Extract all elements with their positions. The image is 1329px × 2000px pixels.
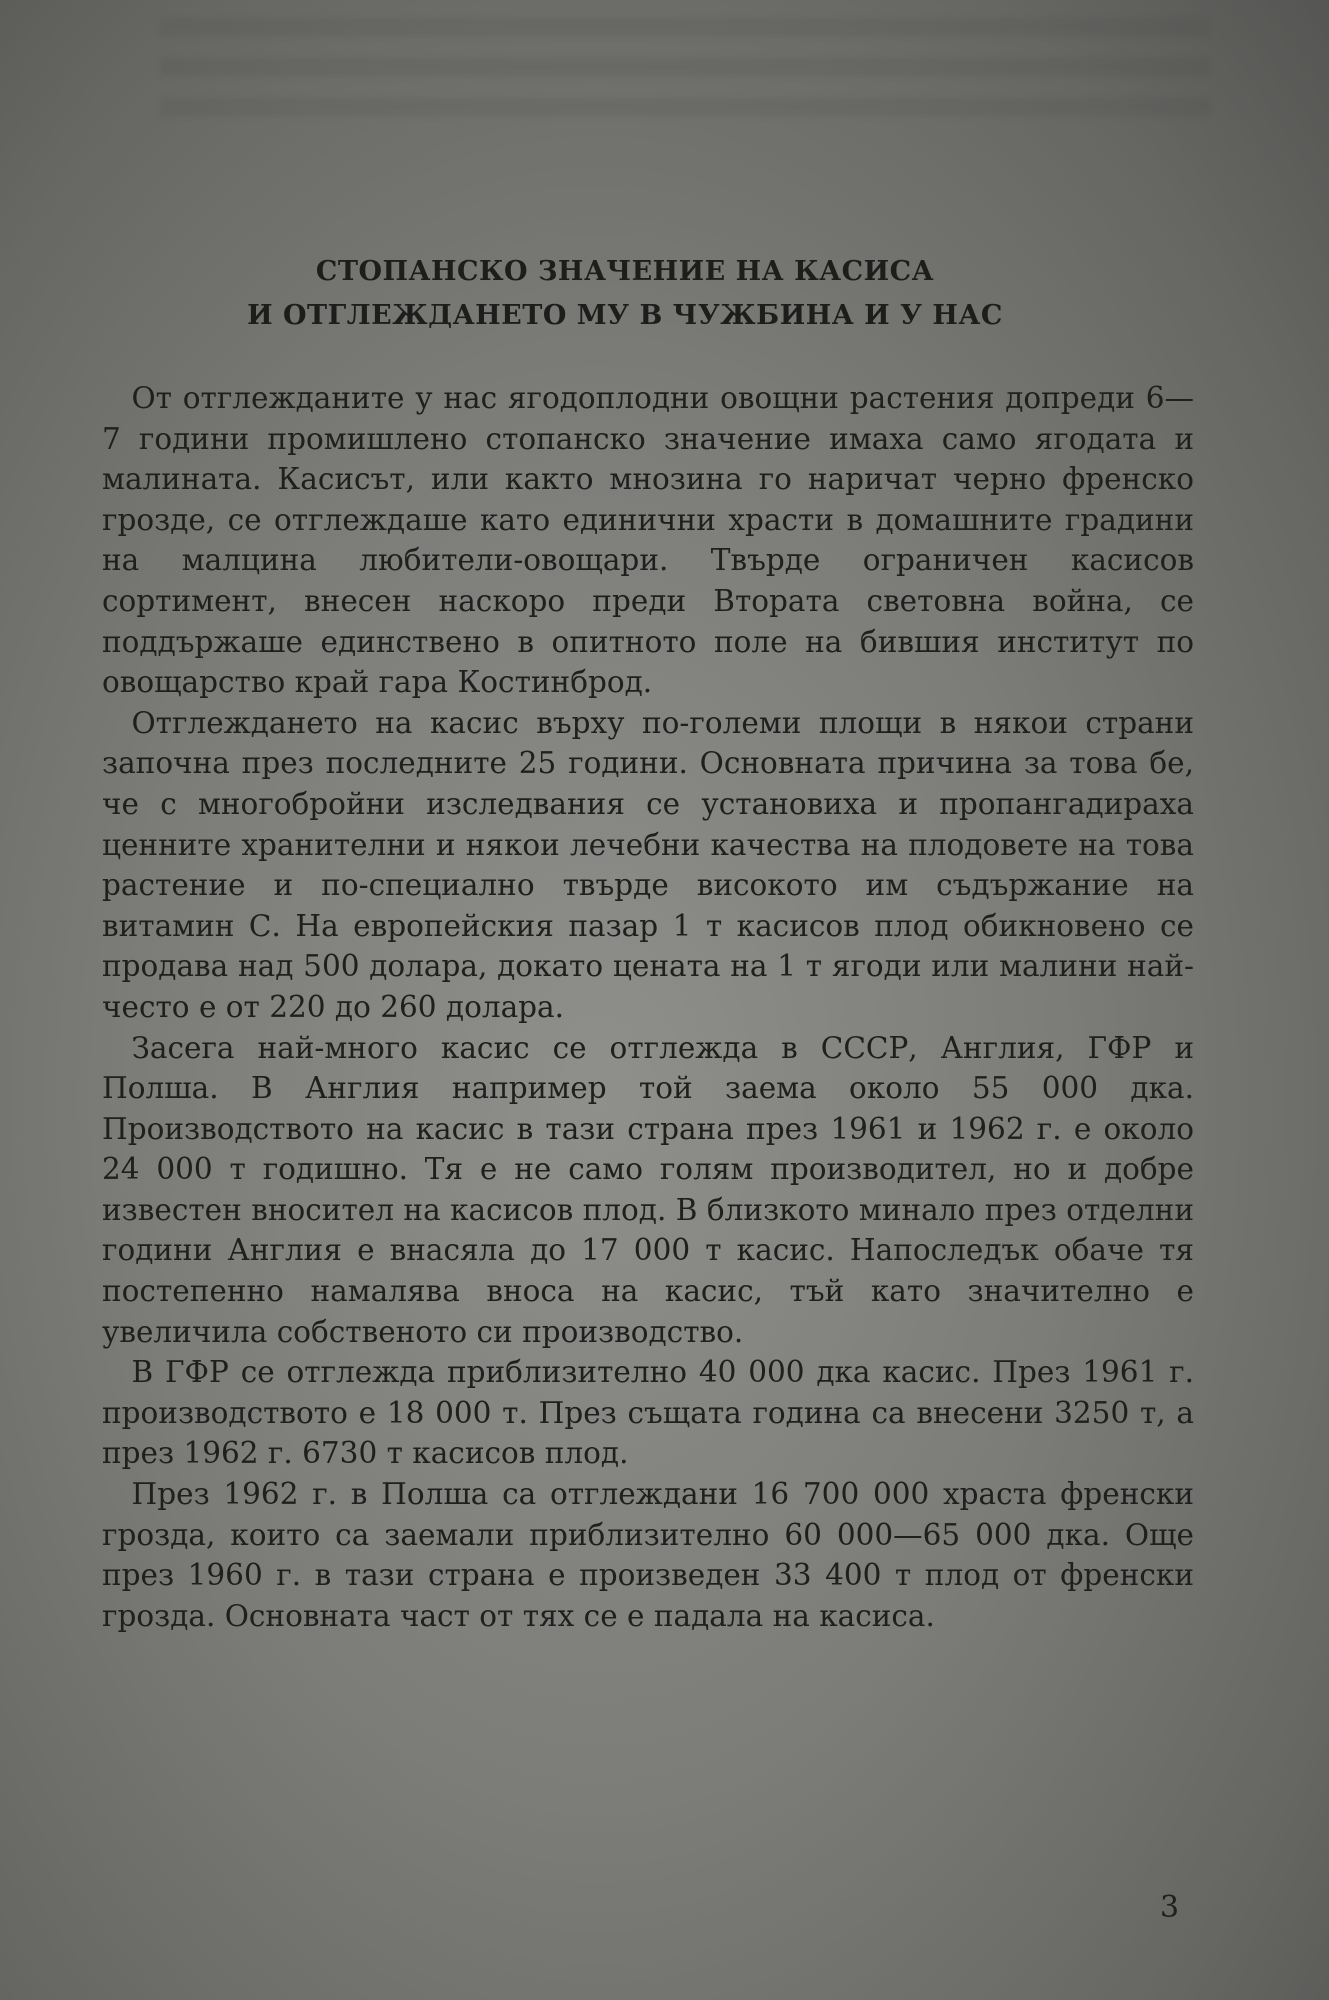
chapter-title-line-2: И ОТГЛЕЖДАНЕТО МУ В ЧУЖБИНА И У НАС	[247, 300, 1003, 331]
body-text	[102, 378, 1194, 1636]
paragraph: През 1962 г. в Полша са отглеждани 16 700 000 храста френски грозда, които са заемали приблизително 60 000—65 000 дка. Още през 1960 г. в тази страна е произведен 33 400 т плод от френски грозда. Основната част от тях се е падала на касиса.	[102, 1477, 1194, 1633]
paragraph: Засега най-много касис се отглежда в СССР, Англия, ГФР и Полша. В Англия например той заема около 55 000 дка. Производството на касис в тази страна през 1961 и 1962 г. е около 24 000 т годишно. Тя е не само голям производител, но и добре известен вносител на касисов плод. В близкото минало през отделни години Англия е внасяла до 17 000 т касис. Напоследък обаче тя постепенно намалява вноса на касис, тъй като значително е увеличила собственото си производство.	[102, 1030, 1194, 1349]
show-through-text	[160, 18, 1210, 138]
paragraph: От отглежданите у нас ягодоплодни овощни растения допреди 6—7 години промишлено стопанско значение имаха само ягодата и малината. Касисът, или както мнозина го наричат черно френско грозде, се отглеждаше като единични храсти в домашните градини на малцина любители-овощари. Твърде ограничен касисов сортимент, внесен наскоро преди Втората световна война, се поддържаше единствено в опитното поле на бившия институт по овощарство край гара Костинброд.	[102, 381, 1194, 700]
paragraph: Отглеждането на касис върху по-големи площи в някои страни започна през последните 25 години. Основната причина за това бе, че с многобройни изследвания се установиха и пропангадираха ценните хранителни и някои лечебни качества на плодовете на това растение и по-специално твърде високото им съдържание на витамин С. На европейския пазар 1 т касисов плод обикновено се продава над 500 долара, докато цената на 1 т ягоди или малини най-често е от 220 до 260 долара.	[102, 705, 1194, 1024]
chapter-title	[160, 250, 1090, 338]
page-number: 3	[1160, 1890, 1180, 1925]
paragraph: В ГФР се отглежда приблизително 40 000 дка касис. През 1961 г. производството е 18 000 т. През същата година са внесени 3250 т, а през 1962 г. 6730 т касисов плод.	[102, 1355, 1194, 1471]
chapter-title-line-1: СТОПАНСКО ЗНАЧЕНИЕ НА КАСИСА	[315, 256, 935, 287]
